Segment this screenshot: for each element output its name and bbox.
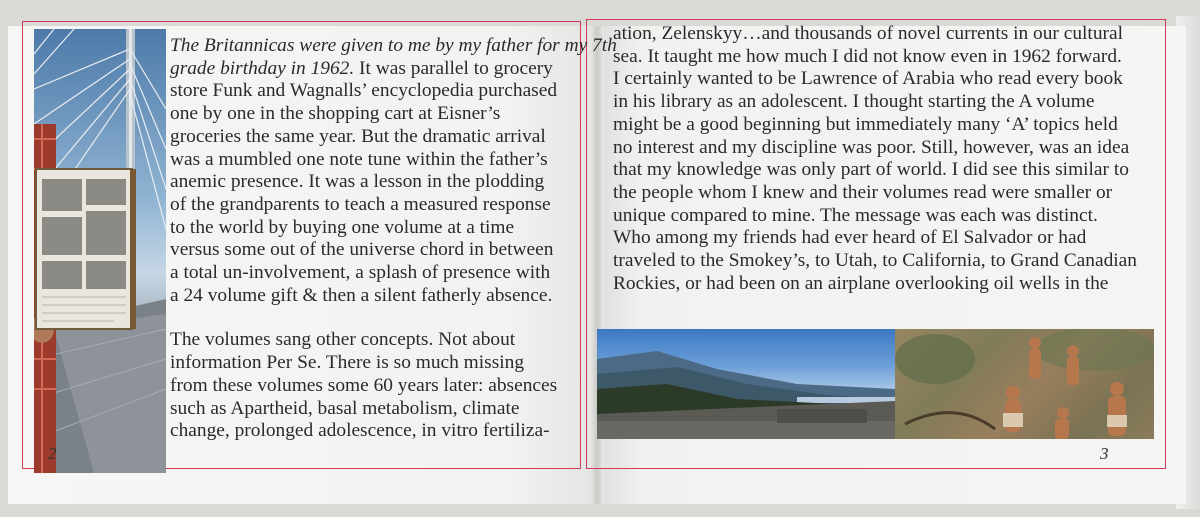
- text-line: Who among my friends had ever heard of El Salvador or had: [613, 227, 1087, 249]
- text-line: unique compared to mine. The message was each was distinct.: [613, 204, 1098, 226]
- text-line: versus some out of the universe chord in between: [170, 239, 554, 261]
- text-line: sea. It taught me how much I did not know even in 1962 forward.: [613, 45, 1122, 67]
- text-line: might be a good beginning but immediately many ‘A’ topics held: [613, 113, 1118, 135]
- text-line: traveled to the Smokey’s, to Utah, to California, to Grand Canadian: [613, 250, 1137, 272]
- text-line: to the world by buying one volume at a time: [170, 216, 515, 238]
- text-line: change, prolonged adolescence, in vitro fertiliza-: [170, 420, 550, 442]
- text-line: of the grandparents to teach a measured response: [170, 193, 551, 215]
- text-line: anemic presence. It was a lesson in the plodding: [170, 171, 545, 193]
- mural-painting-photo: [895, 329, 1154, 439]
- page-number-left: 2: [48, 444, 57, 463]
- text-line: store Funk and Wagnalls’ encyclopedia purchased: [170, 80, 558, 102]
- text-line: was a mumbled one note tune within the father’s: [170, 148, 548, 170]
- river-gorge-photo: [597, 329, 895, 439]
- bridge-photo: [34, 29, 166, 473]
- text-line: a total un-involvement, a splash of presence with: [170, 262, 551, 284]
- text-line: Rockies, or had been on an airplane overlooking oil wells in the: [613, 272, 1109, 294]
- text-line: The volumes sang other concepts. Not about: [170, 329, 516, 351]
- text-line: ation, Zelenskyy…and thousands of novel currents in our cultural: [613, 23, 1123, 44]
- text-line: I certainly wanted to be Lawrence of Arabia who read every book: [613, 68, 1123, 90]
- text-line: the people whom I knew and their volumes read were smaller or: [613, 181, 1113, 203]
- text-line: from these volumes some 60 years later: absences: [170, 374, 558, 396]
- text-line: grade birthday in 1962. It was parallel to grocery: [170, 57, 553, 79]
- text-line: one by one in the shopping cart at Eisner’s: [170, 103, 501, 125]
- page-number-right: 3: [1100, 444, 1109, 463]
- text-line: The Britannicas were given to me by my father for my 7th: [170, 35, 617, 56]
- text-line: a 24 volume gift & then a silent fatherly absence.: [170, 284, 553, 306]
- text-line: information Per Se. There is so much missing: [170, 352, 525, 374]
- text-line: in his library as an adolescent. I thought starting the A volume: [613, 91, 1095, 113]
- text-line: groceries the same year. But the dramatic arrival: [170, 125, 546, 147]
- text-line: no interest and my discipline was poor. Still, however, was an idea: [613, 136, 1130, 158]
- text-line: that my knowledge was only part of world. I did see this similar to: [613, 159, 1129, 181]
- text-line: such as Apartheid, basal metabolism, climate: [170, 397, 520, 419]
- left-page-text: [170, 35, 617, 443]
- right-page-text: [613, 23, 1137, 295]
